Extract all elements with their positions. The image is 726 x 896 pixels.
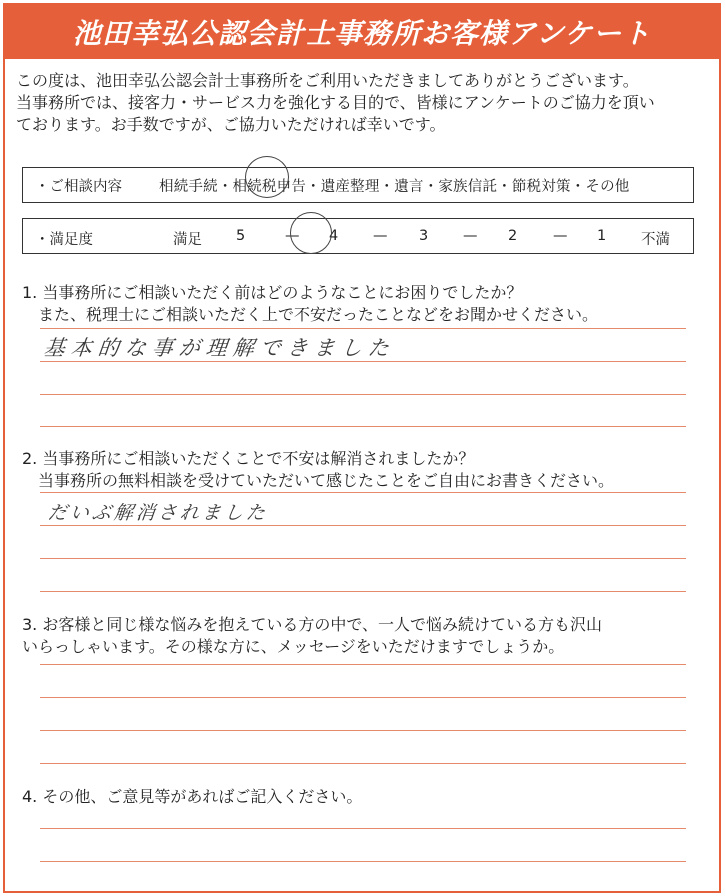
scale-5[interactable]: 5 <box>236 228 246 244</box>
answer-1-handwriting[interactable]: 基本的な事が理解できました <box>42 336 397 360</box>
dissatisfied-label: 不満 <box>641 232 670 248</box>
scale-dash: — <box>553 228 568 244</box>
consultation-box <box>22 167 694 203</box>
option-separator: ・ <box>379 178 395 195</box>
answer-line <box>40 492 686 493</box>
scale-3[interactable]: 3 <box>419 228 429 244</box>
answer-line <box>40 763 686 764</box>
intro-line: 当事務所では、接客力・サービス力を強化する目的で、皆様にアンケートのご協力を頂い <box>16 93 655 112</box>
question-3 <box>22 614 602 658</box>
answer-line <box>40 328 686 329</box>
survey-title: 池田幸弘公認会計士事務所お客様アンケート <box>5 5 719 59</box>
question-text: 2. 当事務所にご相談いただくことで不安は解消されましたか？ <box>22 449 475 468</box>
option-separator: ・ <box>423 178 439 195</box>
scale-2[interactable]: 2 <box>508 228 518 244</box>
answer-line <box>40 525 686 526</box>
answer-line <box>40 730 686 731</box>
scale-dash: — <box>285 228 300 244</box>
answer-line <box>40 361 686 362</box>
answer-2-handwriting[interactable]: だいぶ解消されました <box>46 502 270 524</box>
selection-circle-consultation <box>245 156 289 198</box>
question-text: 1. 当事務所にご相談いただく前はどのようなことにお困りでしたか？ <box>22 283 523 302</box>
satisfaction-box <box>22 218 694 254</box>
question-text: いらっしゃいます。その様な方に、メッセージをいただけますでしょうか。 <box>22 637 565 656</box>
consultation-options <box>159 175 629 196</box>
answer-line <box>40 591 686 592</box>
question-text: また、税理士にご相談いただく上で不安だったことなどをお聞かせください。 <box>38 305 599 324</box>
scale-4[interactable]: 4 <box>329 228 339 244</box>
option-estate-settlement[interactable]: 遺産整理 <box>320 178 380 195</box>
consultation-label: ・ご相談内容 <box>35 178 122 195</box>
question-2 <box>22 448 614 492</box>
answer-line <box>40 426 686 427</box>
option-separator: ・ <box>497 178 512 195</box>
selection-circle-satisfaction <box>290 212 332 254</box>
question-4 <box>22 786 362 808</box>
question-1 <box>22 282 598 326</box>
answer-line <box>40 828 686 829</box>
option-inheritance-tax[interactable]: 相続税申告 <box>232 178 307 195</box>
option-other[interactable]: その他 <box>585 178 630 195</box>
scale-1[interactable]: 1 <box>597 228 607 244</box>
scale-dash: — <box>373 228 388 244</box>
option-inheritance-procedure[interactable]: 相続手続 <box>159 178 218 195</box>
answer-line <box>40 697 686 698</box>
option-separator: ・ <box>570 178 586 195</box>
answer-line <box>40 558 686 559</box>
scale-dash: — <box>463 228 478 244</box>
question-text: 4. その他、ご意見等があればご記入ください。 <box>22 787 363 806</box>
intro-line: この度は、池田幸弘公認会計士事務所をご利用いただきましてありがとうございます。 <box>16 71 639 90</box>
answer-line <box>40 664 686 665</box>
option-separator: ・ <box>306 178 321 195</box>
intro-line: ております。お手数ですが、ご協力いただければ幸いです。 <box>16 115 446 134</box>
satisfied-label: 満足 <box>173 232 202 248</box>
option-family-trust[interactable]: 家族信託 <box>438 178 498 195</box>
question-text: 3. お客様と同じ様な悩みを抱えている方の中で、一人で悩み続けている方も沢山 <box>22 615 603 634</box>
intro-text <box>16 70 706 136</box>
option-tax-saving[interactable]: 節税対策 <box>511 178 571 195</box>
option-separator: ・ <box>217 178 233 195</box>
question-text: 当事務所の無料相談を受けていただいて感じたことをご自由にお書きください。 <box>38 471 615 490</box>
answer-line <box>40 394 686 395</box>
satisfaction-label: ・満足度 <box>35 232 93 248</box>
option-will[interactable]: 遺言 <box>394 178 424 195</box>
answer-line <box>40 861 686 862</box>
